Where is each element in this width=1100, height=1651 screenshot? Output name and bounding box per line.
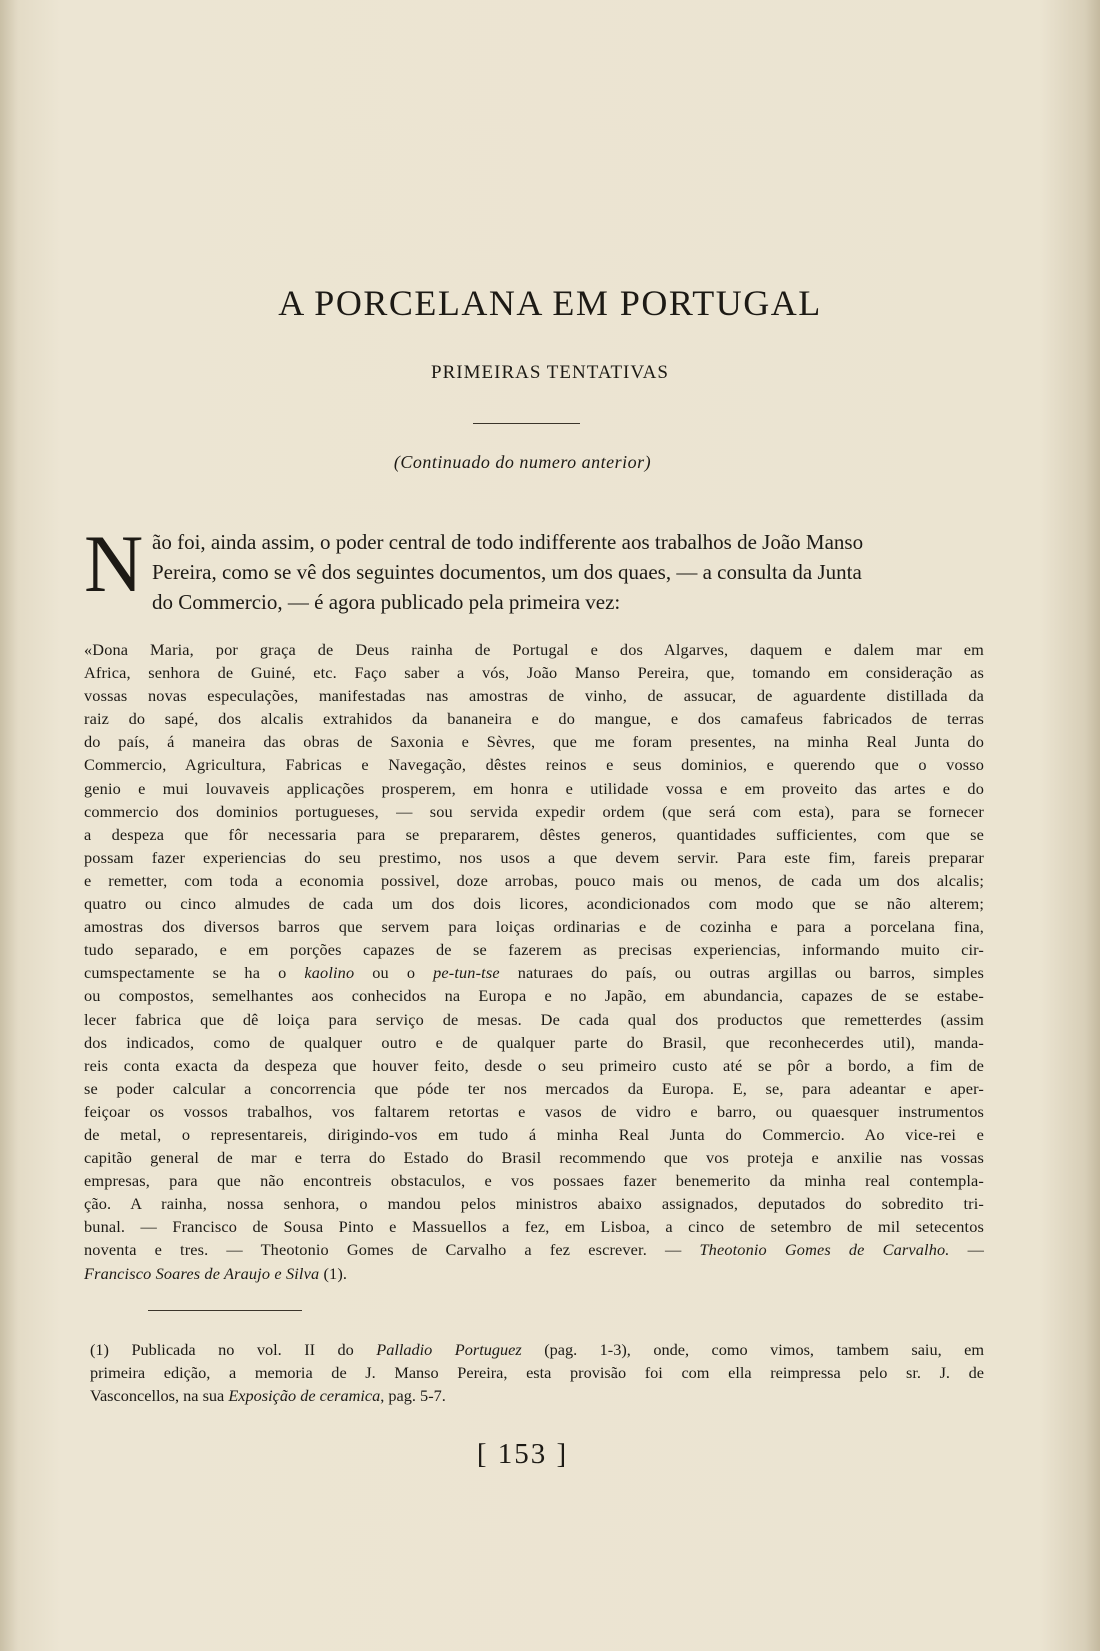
decree-line: noventa e tres. — Theotonio Gomes de Carvalho a fez escrever. — Theotonio Gomes de Carvalho. — — [84, 1240, 985, 1260]
decree-line: Commercio, Agricultura, Fabricas e Navegação, dêstes reinos e seus dominios, e querendo que o vosso — [84, 755, 984, 775]
footnote-line: (1) Publicada no vol. II do Palladio Portuguez (pag. 1-3), onde, como vimos, tambem saiu, em — [90, 1340, 985, 1359]
page-number: [ 153 ] — [476, 1438, 569, 1470]
footnote-divider — [148, 1310, 302, 1311]
decree-line: commercio dos dominios portugueses, — sou servida expedir ordem (que será com esta), para se fornecer — [84, 801, 984, 821]
decree-line: a despeza que fôr necessaria para se prepararem, dêstes generos, quantidades sufficientes, com que se — [84, 824, 984, 844]
decree-line: ção. A rainha, nossa senhora, o mandou pelos ministros abaixo assignados, deputados do sobredito tri- — [84, 1194, 984, 1214]
decree-line: tudo separado, e em porções capazes de se fazerem as precisas experiencias, informando muito cir- — [84, 940, 984, 960]
decree-line: Francisco Soares de Araujo e Silva (1). — [84, 1263, 348, 1283]
decree-line: de metal, o representareis, dirigindo-vos em tudo á minha Real Junta do Commercio. Ao vice-rei e — [84, 1124, 984, 1144]
royal-decree-text — [84, 638, 984, 1285]
article-subtitle: PRIMEIRAS TENTATIVAS — [431, 362, 669, 383]
drop-cap: N — [84, 518, 144, 609]
decree-line: vossas novas especulações, manifestadas nas amostras de vinho, de assucar, de aguardente distillada da — [84, 686, 984, 706]
decree-line: reis conta exacta da despeza que houver feito, desde o seu primeiro custo até se pôr a bordo, a fim de — [84, 1055, 984, 1075]
decree-line: feiçoar os vossos trabalhos, vos faltarem retortas e vasos de vidro e barro, ou quaesquer instrumentos — [84, 1101, 984, 1121]
decree-line: cumspectamente se ha o kaolino ou o pe-tun-tse naturaes do país, ou outras argillas ou barros, simples — [84, 963, 984, 983]
decree-line: bunal. — Francisco de Sousa Pinto e Massuellos a fez, em Lisboa, a cinco de setembro de mil setecentos — [84, 1217, 984, 1237]
decree-line: «Dona Maria, por graça de Deus rainha de Portugal e dos Algarves, daquem e dalem mar em — [84, 640, 984, 659]
intro-line: Pereira, como se vê dos seguintes documentos, um dos quaes, — a consulta da Junta — [152, 560, 862, 584]
decree-line: lecer fabrica que dê loiça para serviço de mesas. De cada qual dos productos que remetterdes (assim — [84, 1009, 984, 1029]
intro-paragraph — [84, 518, 975, 617]
article-title: A PORCELANA EM PORTUGAL — [278, 283, 822, 323]
footnote — [90, 1338, 984, 1408]
intro-line: ão foi, ainda assim, o poder central de todo indifferente aos trabalhos de João Manso — [152, 530, 864, 554]
intro-line: do Commercio, — é agora publicado pela primeira vez: — [152, 590, 621, 614]
decree-line: empresas, para que não encontreis obstaculos, e vos possaes fazer benemerito da minha real contempla- — [84, 1171, 984, 1191]
decree-line: se poder calcular a concorrencia que póde ter nos mercados da Europa. E, se, para adeantar e aper- — [84, 1078, 984, 1098]
decree-line: capitão general de mar e terra do Estado do Brasil recommendo que vos proteja e anxilie nas vossas — [84, 1148, 984, 1168]
decree-line: dos indicados, como de qualquer outro e de qualquer parte do Brasil, que reconhecerdes util), manda- — [84, 1032, 984, 1052]
footnote-line: Vasconcellos, na sua Exposição de ceramica, pag. 5-7. — [90, 1386, 446, 1406]
decree-line: amostras dos diversos barros que servem para loiças ordinarias e de cozinha e para a porcelana fina, — [84, 917, 984, 937]
decree-line: genio e mui louvaveis applicações prosperem, em honra e utilidade vossa e em proveito das artes e do — [84, 778, 984, 798]
footnote-line: primeira edição, a memoria de J. Manso Pereira, esta provisão foi com ella reimpressa pelo sr. J. de — [90, 1363, 984, 1383]
decree-line: possam fazer experiencias do seu prestimo, nos usos a que devem servir. Para este fim, fareis preparar — [84, 847, 984, 867]
decree-line: Africa, senhora de Guiné, etc. Faço saber a vós, João Manso Pereira, que, tomando em consideração as — [84, 663, 984, 683]
decree-line: raiz do sapé, dos alcalis extrahidos da bananeira e do mangue, e dos camafeus fabricados de terras — [84, 709, 984, 729]
decree-line: ou compostos, semelhantes aos conhecidos na Europa e no Japão, em abundancia, capazes de se estabe- — [84, 986, 984, 1006]
decree-line: do país, á maneira das obras de Saxonia e Sèvres, que me foram presentes, na minha Real Junta do — [84, 732, 984, 752]
decree-line: quatro ou cinco almudes de cada um dos dois licores, acondicionados com modo que se não alterem; — [84, 894, 984, 914]
continued-note: (Continuado do numero anterior) — [393, 452, 652, 472]
decree-line: e remetter, com toda a economia possivel, doze arrobas, pouco mais ou menos, de cada um dos alcalis; — [84, 870, 984, 890]
title-divider — [473, 423, 580, 424]
